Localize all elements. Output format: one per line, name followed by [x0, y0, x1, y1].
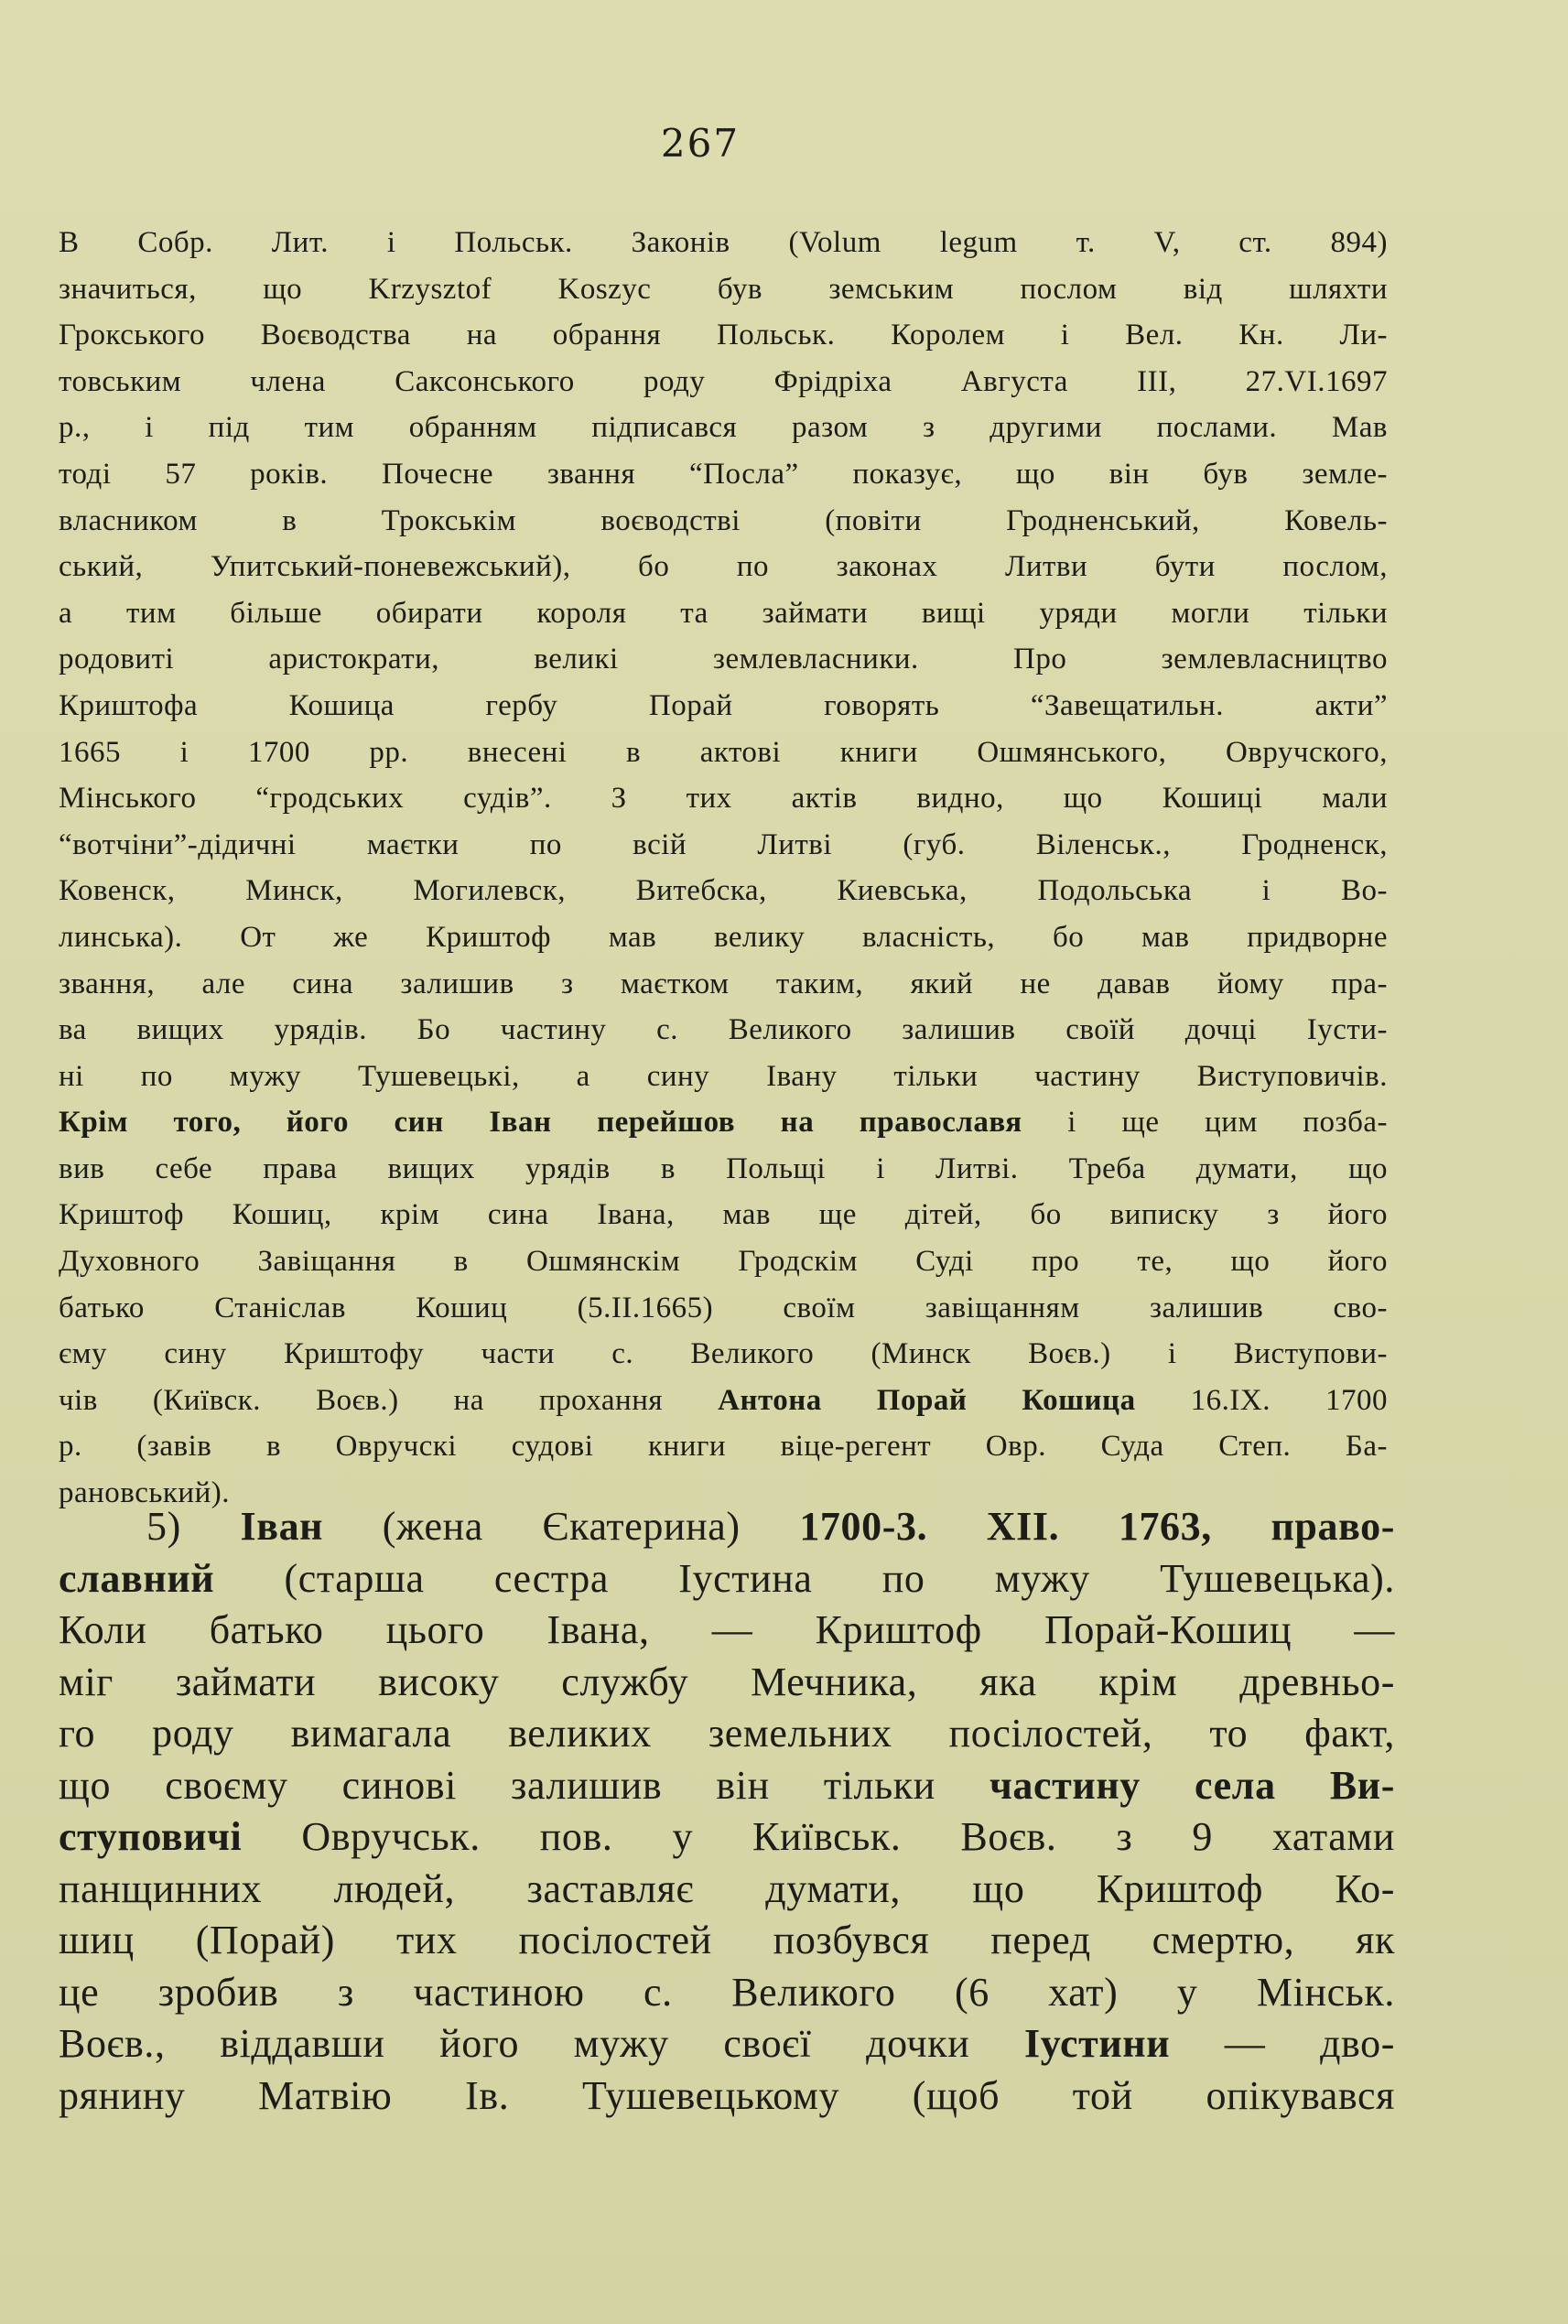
plain-text: — дво- — [1224, 2021, 1395, 2066]
person-name: Іван — [240, 1504, 324, 1549]
page-number: 267 — [660, 121, 741, 166]
text-line: тоді 57 років. Почесне звання “Посла” показує, що він був земле- — [59, 457, 1388, 491]
text-line: “вотчіни”-дідичні маєтки по всій Литві (губ. Віленськ., Гродненск, — [59, 827, 1388, 861]
text-line-mixed — [59, 1553, 1395, 1605]
text-line: Грокського Воєводства на обрання Польськ. Королем і Вел. Кн. Ли- — [59, 319, 1388, 352]
text-line: Коли батько цього Івана, — Криштоф Порай-Кошиц — — [59, 1607, 1395, 1652]
plain-text: (старша сестра Іустина по мужу Тушевецька). — [284, 1555, 1395, 1601]
text-line: єму сину Криштофу части с. Великого (Минск Воєв.) і Виступови- — [59, 1337, 1388, 1371]
text-line: линська). От же Криштоф мав велику власність, бо мав придворне — [59, 920, 1388, 954]
text-line: власником в Трокськім воєводстві (повіти Гродненський, Ковель- — [59, 503, 1388, 537]
text-line: ва вищих урядів. Бо частину с. Великого залишив своїй дочці Іусти- — [59, 1013, 1388, 1047]
text-line: звання, але сина залишив з маєтком таким, який не давав йому пра- — [59, 967, 1388, 1000]
text-line: значиться, що Krzysztof Koszyc був земським послом від шляхти — [59, 272, 1388, 306]
text-line: рановський). — [59, 1476, 230, 1510]
text-line-mixed — [59, 2018, 1395, 2070]
text-line: товським члена Саксонського роду Фрідріха Августа ІІІ, 27.VI.1697 — [59, 364, 1388, 398]
text-line: р. (завів в Овручскі судові книги віце-регент Овр. Суда Степ. Ба- — [59, 1430, 1388, 1464]
text-line: родовиті аристократи, великі землевласники. Про землевласництво — [59, 643, 1388, 676]
text-line: го роду вимагала великих земельних посілостей, то факт, — [59, 1711, 1395, 1756]
bold-text: Іустини — [1024, 2021, 1171, 2066]
text-line: шиц (Порай) тих посілостей позбувся перед смертю, як — [59, 1918, 1395, 1962]
plain-text: що своєму синові залишив він тільки — [59, 1762, 935, 1808]
text-line: р., і під тим обранням підписався разом з другими послами. Мав — [59, 411, 1388, 445]
main-paragraph — [59, 1501, 1395, 2122]
text-line: міг займати високу службу Мечника, яка крім древньо- — [59, 1659, 1395, 1704]
text-line: Ковенск, Минск, Могилевск, Витебска, Киевська, Подольська і Во- — [59, 874, 1388, 908]
entry-number: 5) — [146, 1504, 181, 1549]
plain-text: 16.IX. 1700 — [1190, 1383, 1389, 1417]
text-line: рянину Матвію Ів. Тушевецькому (щоб той опікувався — [59, 2072, 1395, 2118]
plain-text: Воєв., віддавши його мужу своєї дочки — [59, 2021, 970, 2066]
plain-text: чів (Київск. Воєв.) на прохання — [59, 1383, 664, 1417]
text-line-mixed — [59, 1099, 1388, 1146]
text-line: Криштофа Кошица гербу Порай говорять “Завещатильн. акти” — [59, 688, 1388, 722]
bold-text: 1700-3. XII. 1763, право- — [799, 1504, 1396, 1549]
footnote-block — [59, 220, 1388, 1517]
text-line: а тим більше обирати короля та займати вищі уряди могли тільки — [59, 596, 1388, 630]
text-line: панщинних людей, заставляє думати, що Криштоф Ко- — [59, 1865, 1395, 1911]
bold-text: Крім того, його син — [59, 1106, 444, 1140]
text-line: вив себе права вищих урядів в Польщі і Литві. Треба думати, що — [59, 1151, 1388, 1185]
text-line: ський, Упитський-поневежський), бо по законах Литви бути послом, — [59, 550, 1388, 584]
plain-text: Овручськ. пов. у Київськ. Воєв. з 9 хатами — [301, 1814, 1395, 1859]
text-line-mixed — [59, 1760, 1395, 1812]
text-line-mixed — [59, 1501, 1395, 1553]
plain-text: (жена Єкатерина) — [382, 1504, 741, 1549]
text-line: батько Станіслав Кошиц (5.ІІ.1665) своїм завіщанням залишив сво- — [59, 1291, 1388, 1324]
text-line: Криштоф Кошиц, крім сина Івана, мав ще дітей, бо виписку з його — [59, 1198, 1388, 1232]
text-line: ні по мужу Тушевецькі, а сину Івану тільки частину Виступовичів. — [59, 1059, 1388, 1093]
text-line-mixed — [59, 1811, 1395, 1864]
text-line: Духовного Завіщання в Ошмянскім Гродскім Суді про те, що його — [59, 1245, 1388, 1279]
bold-text: Іван перейшов на православя — [489, 1106, 1022, 1140]
bold-text: частину села Ви- — [989, 1762, 1395, 1808]
plain-text: і ще цим позба- — [1067, 1106, 1389, 1140]
bold-text: ступовичі — [59, 1814, 243, 1859]
text-line: В Собр. Лит. і Польськ. Законів (Volum legum т. V, ст. 894) — [59, 226, 1388, 259]
text-line: Мінського “гродських судів”. З тих актів видно, що Кошиці мали — [59, 782, 1388, 816]
text-line: 1665 і 1700 рр. внесені в актові книги Ошмянського, Овручского, — [59, 735, 1388, 769]
text-line: це зробив з частиною с. Великого (6 хат) у Мінськ. — [59, 1969, 1395, 2015]
bold-text: славний — [59, 1555, 215, 1601]
bold-text: Антона Порай Кошица — [718, 1383, 1136, 1417]
text-line-mixed — [59, 1378, 1388, 1424]
